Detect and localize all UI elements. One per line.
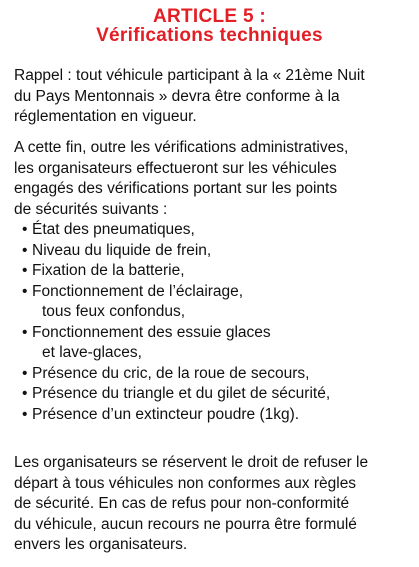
list-item-continuation: tous feux confondus, xyxy=(42,303,186,320)
paragraph-line: du Pays Mentonnais » devra être conforme à la xyxy=(14,87,340,105)
bullet-icon: • xyxy=(22,262,28,279)
paragraph-line: du véhicule, aucun recours ne pourra être formulé xyxy=(14,515,357,533)
list-item-text: Présence d’un extincteur poudre (1kg). xyxy=(32,405,300,423)
list-item xyxy=(14,282,407,323)
list-item-text: Présence du triangle et du gilet de sécurité, xyxy=(32,385,331,402)
list-item-text: Fixation de la batterie, xyxy=(32,262,185,279)
safety-checklist xyxy=(14,220,407,425)
list-item-text: Fonctionnement de l’éclairage, xyxy=(32,282,244,300)
list-item xyxy=(14,405,407,426)
bullet-icon: • xyxy=(22,385,28,402)
paragraph-line: départ à tous véhicules non conformes aux règles xyxy=(14,474,357,492)
bullet-icon: • xyxy=(22,282,28,300)
bullet-icon: • xyxy=(22,221,28,238)
list-item xyxy=(14,241,407,262)
bullet-icon: • xyxy=(22,241,28,259)
bullet-icon: • xyxy=(22,364,28,382)
paragraph-line: Les organisateurs se réservent le droit de refuser le xyxy=(14,454,369,471)
list-item-continuation: et lave-glaces, xyxy=(42,344,142,361)
paragraph-line: les organisateurs effectueront sur les véhicules xyxy=(14,159,337,177)
paragraph-line: de sécurité. En cas de refus pour non-conformité xyxy=(14,495,350,512)
list-item-text: État des pneumatiques, xyxy=(32,221,195,238)
bullet-icon: • xyxy=(22,405,28,423)
paragraph-line: de sécurités suivants : xyxy=(14,200,168,218)
paragraph-line: envers les organisateurs. xyxy=(14,536,188,553)
list-item xyxy=(14,323,407,364)
paragraph-reminder xyxy=(14,66,407,128)
list-item-text: Présence du cric, de la roue de secours, xyxy=(32,364,310,382)
list-item xyxy=(14,384,407,405)
list-item-text: Fonctionnement des essuie glaces xyxy=(32,323,271,341)
paragraph-refusal xyxy=(14,453,407,556)
paragraph-checks xyxy=(14,138,407,425)
paragraph-line: Rappel : tout véhicule participant à la « 21ème Nuit xyxy=(14,67,365,84)
paragraph-line: engagés des vérifications portant sur les points xyxy=(14,180,338,197)
bullet-icon: • xyxy=(22,323,28,341)
article-title-line-1: ARTICLE 5 : xyxy=(152,6,267,27)
list-item xyxy=(14,364,407,385)
list-item xyxy=(14,261,407,282)
list-item-text: Niveau du liquide de frein, xyxy=(32,241,212,259)
paragraph-line: réglementation en vigueur. xyxy=(14,108,197,125)
paragraph-line: A cette fin, outre les vérifications administratives, xyxy=(14,139,349,156)
article-title-line-2: Vérifications techniques xyxy=(96,25,323,46)
list-item xyxy=(14,220,407,241)
